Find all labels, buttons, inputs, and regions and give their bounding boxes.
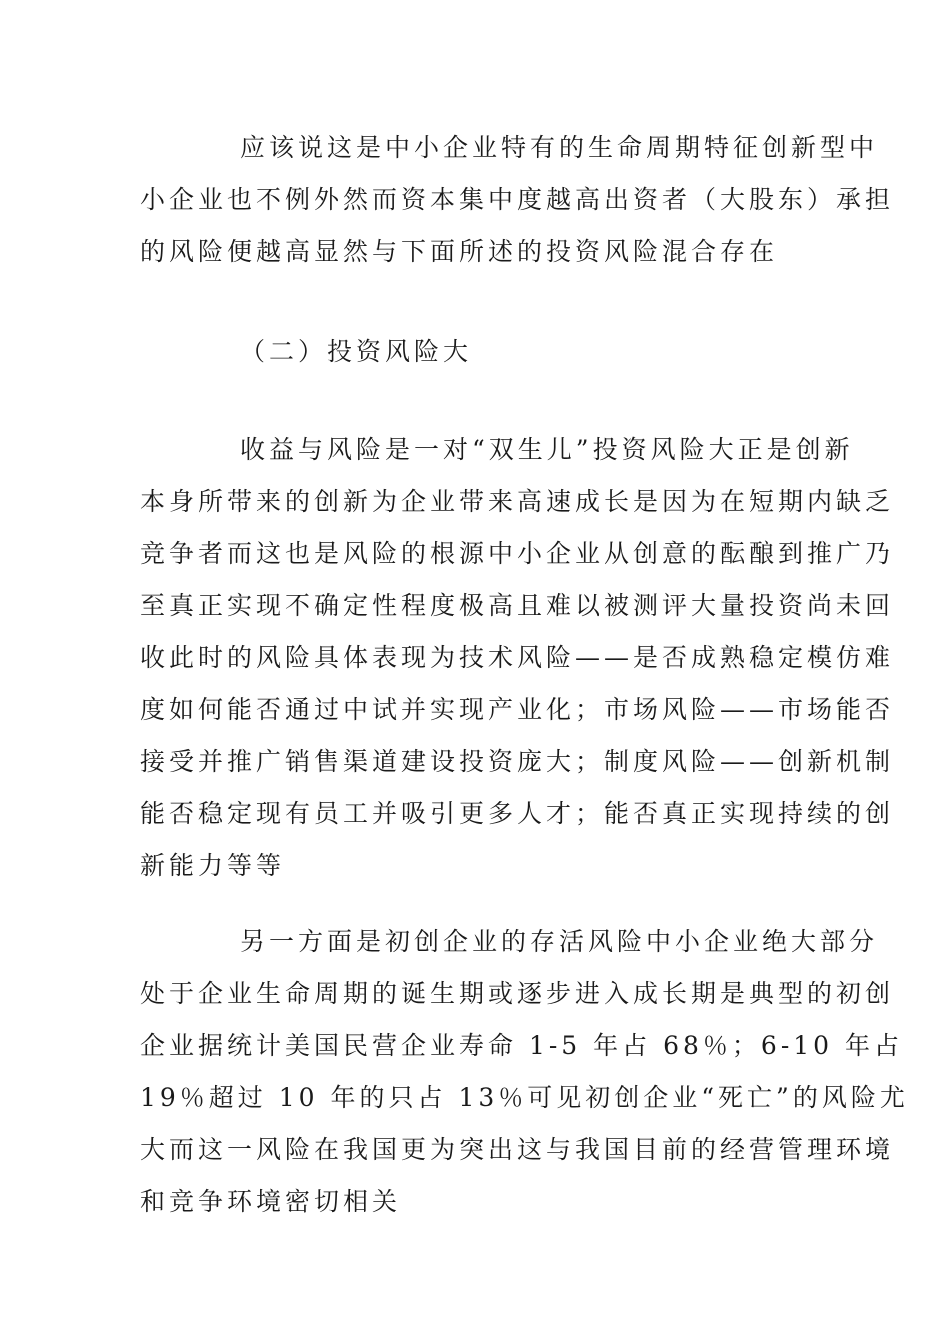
paragraph-line: 收此时的风险具体表现为技术风险——是否成熟稳定模仿难 [140, 643, 895, 672]
paragraph-line: 另一方面是初创企业的存活风险中小企业绝大部分 [240, 927, 879, 956]
paragraph-startup-survival [140, 916, 909, 1228]
paragraph-line: 19％超过 10 年的只占 13％可见初创企业“死亡”的风险尤 [140, 1083, 909, 1112]
paragraph-line: 和竞争环境密切相关 [140, 1187, 402, 1216]
heading-investment-risk: （二）投资风险大 [240, 337, 473, 366]
paragraph-line: 企业据统计美国民营企业寿命 1-5 年占 68％；6-10 年占 [140, 1031, 904, 1060]
paragraph-line: 能否稳定现有员工并吸引更多人才；能否真正实现持续的创 [140, 799, 895, 828]
paragraph-line: 本身所带来的创新为企业带来高速成长是因为在短期内缺乏 [140, 487, 895, 516]
paragraph-line: 应该说这是中小企业特有的生命周期特征创新型中 [240, 133, 879, 162]
paragraph-line: 接受并推广销售渠道建设投资庞大；制度风险——创新机制 [140, 747, 895, 776]
paragraph-investment-risk [140, 424, 895, 892]
paragraph-line: 大而这一风险在我国更为突出这与我国目前的经营管理环境 [140, 1135, 895, 1164]
paragraph-line: 小企业也不例外然而资本集中度越高出资者（大股东）承担 [140, 185, 895, 214]
paragraph-life-cycle [140, 122, 895, 278]
paragraph-line: 的风险便越高显然与下面所述的投资风险混合存在 [140, 237, 779, 266]
paragraph-line: 收益与风险是一对“双生儿”投资风险大正是创新 [240, 435, 854, 464]
paragraph-line: 度如何能否通过中试并实现产业化；市场风险——市场能否 [140, 695, 895, 724]
paragraph-line: 至真正实现不确定性程度极高且难以被测评大量投资尚未回 [140, 591, 895, 620]
paragraph-line: 处于企业生命周期的诞生期或逐步进入成长期是典型的初创 [140, 979, 895, 1008]
section-heading [140, 326, 820, 378]
paragraph-line: 竞争者而这也是风险的根源中小企业从创意的酝酿到推广乃 [140, 539, 895, 568]
paragraph-line: 新能力等等 [140, 851, 286, 880]
